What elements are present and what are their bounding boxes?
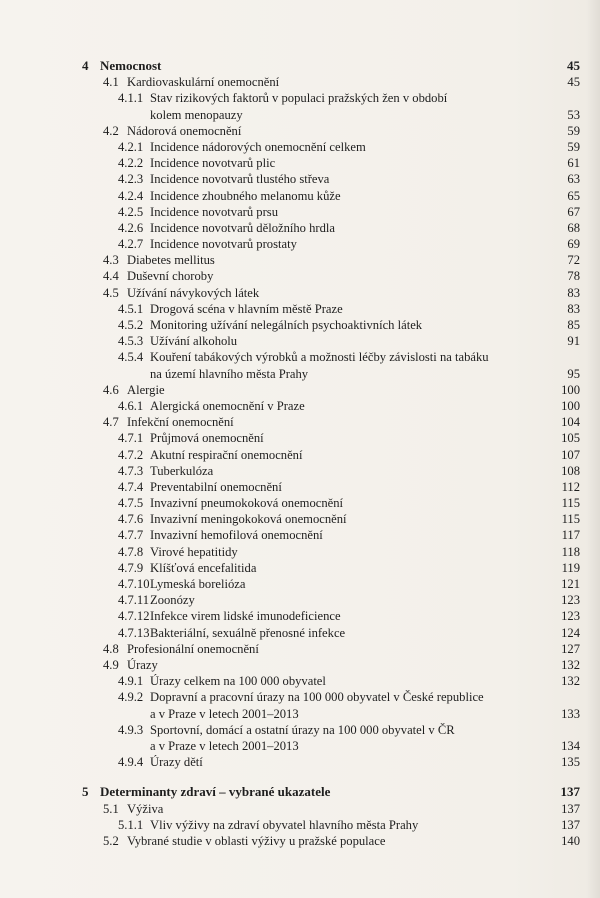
toc-entry[interactable]: [0, 285, 600, 301]
toc-entry-title: Profesionální onemocnění: [127, 641, 259, 656]
toc-entry-title: Incidence novotvarů děložního hrdla: [150, 220, 335, 235]
toc-entry-number: 4.9: [103, 657, 119, 672]
toc-entry-title: Incidence novotvarů prostaty: [150, 237, 297, 252]
toc-entry-title: Invazivní pneumokoková onemocnění: [150, 496, 344, 511]
toc-entry-page-number: 132: [561, 674, 580, 689]
toc-entry-title: Invazivní meningokoková onemocnění: [150, 512, 347, 527]
toc-entry-number: 4.1: [103, 75, 119, 90]
toc-entry-title: Vybrané studie v oblasti výživy u pražské populace: [127, 833, 386, 848]
toc-entry-title: Kouření tabákových výrobků a možnosti léčby závislosti na tabáku: [150, 350, 489, 365]
toc-entry-number: 4.7.11: [118, 593, 150, 608]
toc-entry-number: 4.7.5: [118, 496, 144, 511]
toc-entry-page-number: 124: [561, 625, 580, 640]
toc-entry-number: 4.5.4: [118, 350, 144, 365]
toc-entry-number: 4.7.7: [118, 528, 144, 543]
toc-entry-title: Preventabilní onemocnění: [150, 479, 282, 494]
toc-entry-title: Alergie: [127, 382, 165, 397]
toc-entry-number: 5.1.1: [118, 817, 144, 832]
toc-entry-number: 4.2.6: [118, 220, 144, 235]
toc-entry-number: 4.3: [103, 253, 119, 268]
toc-entry-number: 4.5.3: [118, 334, 144, 349]
toc-entry-number: 4.7: [103, 415, 119, 430]
toc-entry[interactable]: [0, 495, 600, 511]
toc-entry-title: Kardiovaskulární onemocnění: [127, 75, 280, 90]
toc-entry-page-number: 123: [561, 609, 580, 624]
toc-entry[interactable]: [0, 349, 600, 381]
toc-entry-page-number: 100: [561, 398, 580, 413]
toc-entry-number: 4.6: [103, 382, 119, 397]
toc-entry-number: 5: [82, 784, 89, 800]
toc-entry-title: Úrazy dětí: [150, 755, 203, 770]
toc-entry-number: 4.9.3: [118, 722, 144, 737]
toc-entry-page-number: 133: [561, 706, 580, 721]
toc-entry-number: 4.7.8: [118, 544, 144, 559]
toc-entry-page-number: 83: [567, 285, 580, 300]
toc-entry[interactable]: [0, 657, 600, 673]
toc-entry[interactable]: [0, 560, 600, 576]
toc-entry-page-number: 135: [561, 755, 580, 770]
toc-entry[interactable]: [0, 576, 600, 592]
toc-entry-title: Duševní choroby: [127, 269, 214, 284]
toc-entry-number: 4.2.4: [118, 188, 144, 203]
toc-entry[interactable]: [0, 430, 600, 446]
toc-entry-page-number: 127: [561, 641, 580, 656]
toc-entry-page-number: 45: [567, 75, 580, 90]
toc-entry[interactable]: [0, 463, 600, 479]
toc-entry[interactable]: [0, 608, 600, 624]
toc-entry-number: 4.2.5: [118, 204, 144, 219]
toc-entry-page-number: 105: [561, 431, 580, 446]
toc-entry[interactable]: [0, 382, 600, 398]
toc-entry[interactable]: [0, 479, 600, 495]
toc-entry[interactable]: [0, 592, 600, 608]
toc-entry-title: Invazivní hemofilová onemocnění: [150, 528, 323, 543]
toc-entry-title: Incidence novotvarů tlustého střeva: [150, 172, 330, 187]
toc-entry-title: Monitoring užívání nelegálních psychoaktivních látek: [150, 318, 423, 333]
toc-entry-number: 4.7.4: [118, 479, 144, 494]
toc-entry[interactable]: [0, 625, 600, 641]
toc-entry-page-number: 59: [567, 139, 580, 154]
toc-entry-number: 4: [82, 58, 89, 73]
toc-entry[interactable]: [0, 58, 600, 74]
toc-entry[interactable]: [0, 139, 600, 155]
toc-entry-number: 4.7.2: [118, 447, 144, 462]
toc-entry[interactable]: [0, 171, 600, 187]
toc-entry-page-number: 115: [561, 496, 580, 511]
toc-entry[interactable]: [0, 90, 600, 122]
toc-entry[interactable]: [0, 74, 600, 90]
toc-entry-title: a v Praze v letech 2001–2013: [150, 706, 299, 721]
toc-entry-page-number: 137: [560, 784, 580, 800]
toc-entry[interactable]: [0, 544, 600, 560]
toc-entry-title: Akutní respirační onemocnění: [150, 447, 303, 462]
toc-entry[interactable]: [0, 188, 600, 204]
toc-entry-number: 4.7.9: [118, 560, 144, 575]
toc-entry-number: 5.1: [103, 801, 119, 816]
toc-entry-number: 4.1.1: [118, 91, 144, 106]
toc-entry-title: Incidence nádorových onemocnění celkem: [150, 139, 366, 154]
toc-entry-page-number: 121: [561, 577, 580, 592]
toc-entry-page-number: 137: [561, 817, 580, 832]
toc-entry-title: Determinanty zdraví – vybrané ukazatele: [100, 784, 331, 800]
toc-entry[interactable]: [0, 123, 600, 139]
toc-entry[interactable]: [0, 527, 600, 543]
toc-entry-number: 4.9.4: [118, 755, 144, 770]
toc-entry-page-number: 112: [561, 479, 580, 494]
toc-entry-title: Zoonózy: [150, 593, 195, 608]
toc-entry[interactable]: [0, 801, 600, 817]
toc-entry-page-number: 53: [567, 107, 580, 122]
toc-entry-title: Nádorová onemocnění: [127, 123, 242, 138]
toc-entry-title: Průjmová onemocnění: [150, 431, 264, 446]
toc-entry-page-number: 69: [567, 237, 580, 252]
toc-entry-page-number: 83: [567, 301, 580, 316]
toc-entry-page-number: 119: [561, 560, 580, 575]
toc-entry[interactable]: [0, 268, 600, 284]
toc-entry[interactable]: [0, 204, 600, 220]
toc-entry-title: Sportovní, domácí a ostatní úrazy na 100 000 obyvatel v ČR: [150, 722, 455, 737]
toc-entry-number: 4.5: [103, 285, 119, 300]
toc-entry-number: 4.6.1: [118, 398, 144, 413]
toc-entry[interactable]: [0, 333, 600, 349]
toc-entry[interactable]: [0, 155, 600, 171]
toc-entry[interactable]: [0, 398, 600, 414]
toc-entry[interactable]: [0, 511, 600, 527]
toc-entry-page-number: 115: [561, 512, 580, 527]
toc-entry-title: Úrazy celkem na 100 000 obyvatel: [150, 674, 326, 689]
toc-entry-page-number: 123: [561, 593, 580, 608]
toc-entry[interactable]: [0, 784, 600, 800]
toc-entry[interactable]: [0, 447, 600, 463]
toc-entry-page-number: 78: [567, 269, 580, 284]
toc-entry-page-number: 45: [567, 58, 580, 73]
toc-entry[interactable]: [0, 817, 600, 833]
toc-entry-number: 4.9.2: [118, 690, 144, 705]
toc-entry-page-number: 137: [561, 801, 580, 816]
toc-entry[interactable]: [0, 641, 600, 657]
toc-entry-number: 4.2.2: [118, 156, 144, 171]
toc-entry[interactable]: [0, 673, 600, 689]
toc-entry[interactable]: [0, 252, 600, 268]
toc-entry[interactable]: [0, 220, 600, 236]
toc-entry-page-number: 91: [567, 334, 580, 349]
toc-entry-page-number: 100: [561, 382, 580, 397]
toc-entry-number: 4.5.1: [118, 301, 144, 316]
toc-entry-title: Incidence novotvarů plic: [150, 156, 276, 171]
toc-entry-title: Vliv výživy na zdraví obyvatel hlavního města Prahy: [150, 817, 419, 832]
toc-entry-title: Dopravní a pracovní úrazy na 100 000 obyvatel v České republice: [150, 690, 484, 705]
toc-entry-page-number: 108: [561, 463, 580, 478]
toc-entry-title: Virové hepatitidy: [150, 544, 238, 559]
toc-entry-title: Drogová scéna v hlavním městě Praze: [150, 301, 343, 316]
toc-entry-page-number: 72: [567, 253, 580, 268]
toc-entry-title: Nemocnost: [100, 58, 162, 73]
toc-entry-page-number: 95: [567, 366, 580, 381]
toc-entry-title: Klíšťová encefalitida: [150, 560, 257, 575]
toc-entry-page-number: 59: [567, 123, 580, 138]
toc-entry-number: 4.5.2: [118, 318, 144, 333]
toc-entry-page-number: 140: [561, 833, 580, 848]
toc-entry[interactable]: [0, 301, 600, 317]
toc-entry-page-number: 107: [561, 447, 580, 462]
toc-entry-title: Tuberkulóza: [150, 463, 214, 478]
chapter-gap: [0, 770, 600, 784]
toc-entry-page-number: 134: [561, 738, 580, 753]
toc-entry-number: 4.8: [103, 641, 119, 656]
toc-entry-number: 4.7.13: [118, 625, 150, 640]
toc-entry-number: 4.7.10: [118, 577, 150, 592]
toc-entry-number: 4.7.3: [118, 463, 144, 478]
toc-entry-title: Incidence zhoubného melanomu kůže: [150, 188, 341, 203]
toc-entry[interactable]: [0, 317, 600, 333]
toc-entry-title: a v Praze v letech 2001–2013: [150, 738, 299, 753]
toc-entry-page-number: 132: [561, 657, 580, 672]
toc-entry-title: Výživa: [127, 801, 164, 816]
toc-entry-title: Infekční onemocnění: [127, 415, 234, 430]
toc-entry-title: Úrazy: [127, 657, 158, 672]
toc-entry[interactable]: [0, 236, 600, 252]
toc-entry-page-number: 67: [567, 204, 580, 219]
toc-entry-title: Incidence novotvarů prsu: [150, 204, 278, 219]
toc-entry-title: Alergická onemocnění v Praze: [150, 398, 305, 413]
toc-entry-title: kolem menopauzy: [150, 107, 243, 122]
toc-entry-page-number: 118: [561, 544, 580, 559]
toc-entry-page-number: 63: [567, 172, 580, 187]
toc-entry-title: Bakteriální, sexuálně přenosné infekce: [150, 625, 346, 640]
toc-entry-page-number: 117: [561, 528, 580, 543]
toc-entry-number: 4.7.6: [118, 512, 144, 527]
toc-entry-number: 4.2.7: [118, 237, 144, 252]
toc-entry-title: Užívání návykových látek: [127, 285, 260, 300]
toc-entry-title: na území hlavního města Prahy: [150, 366, 309, 381]
toc-entry-number: 4.2: [103, 123, 119, 138]
toc-entry[interactable]: [0, 833, 600, 849]
toc-entry-title: Lymeská borelióza: [150, 577, 246, 592]
table-of-contents: [0, 58, 600, 849]
toc-entry-number: 4.2.3: [118, 172, 144, 187]
toc-entry-page-number: 65: [567, 188, 580, 203]
toc-entry-number: 4.9.1: [118, 674, 144, 689]
toc-entry-page-number: 61: [567, 156, 580, 171]
toc-entry-number: 4.7.12: [118, 609, 150, 624]
toc-entry-number: 4.2.1: [118, 139, 144, 154]
toc-entry[interactable]: [0, 689, 600, 721]
toc-entry[interactable]: [0, 754, 600, 770]
toc-entry-number: 4.7.1: [118, 431, 144, 446]
toc-entry[interactable]: [0, 722, 600, 754]
toc-entry-title: Stav rizikových faktorů v populaci pražských žen v období: [150, 91, 448, 106]
toc-entry-page-number: 68: [567, 220, 580, 235]
toc-entry-number: 5.2: [103, 833, 119, 848]
toc-entry-title: Diabetes mellitus: [127, 253, 215, 268]
toc-entry-title: Infekce virem lidské imunodeficience: [150, 609, 341, 624]
toc-entry-number: 4.4: [103, 269, 119, 284]
toc-entry-title: Užívání alkoholu: [150, 334, 238, 349]
toc-entry[interactable]: [0, 414, 600, 430]
toc-entry-page-number: 104: [561, 415, 580, 430]
toc-entry-page-number: 85: [567, 318, 580, 333]
